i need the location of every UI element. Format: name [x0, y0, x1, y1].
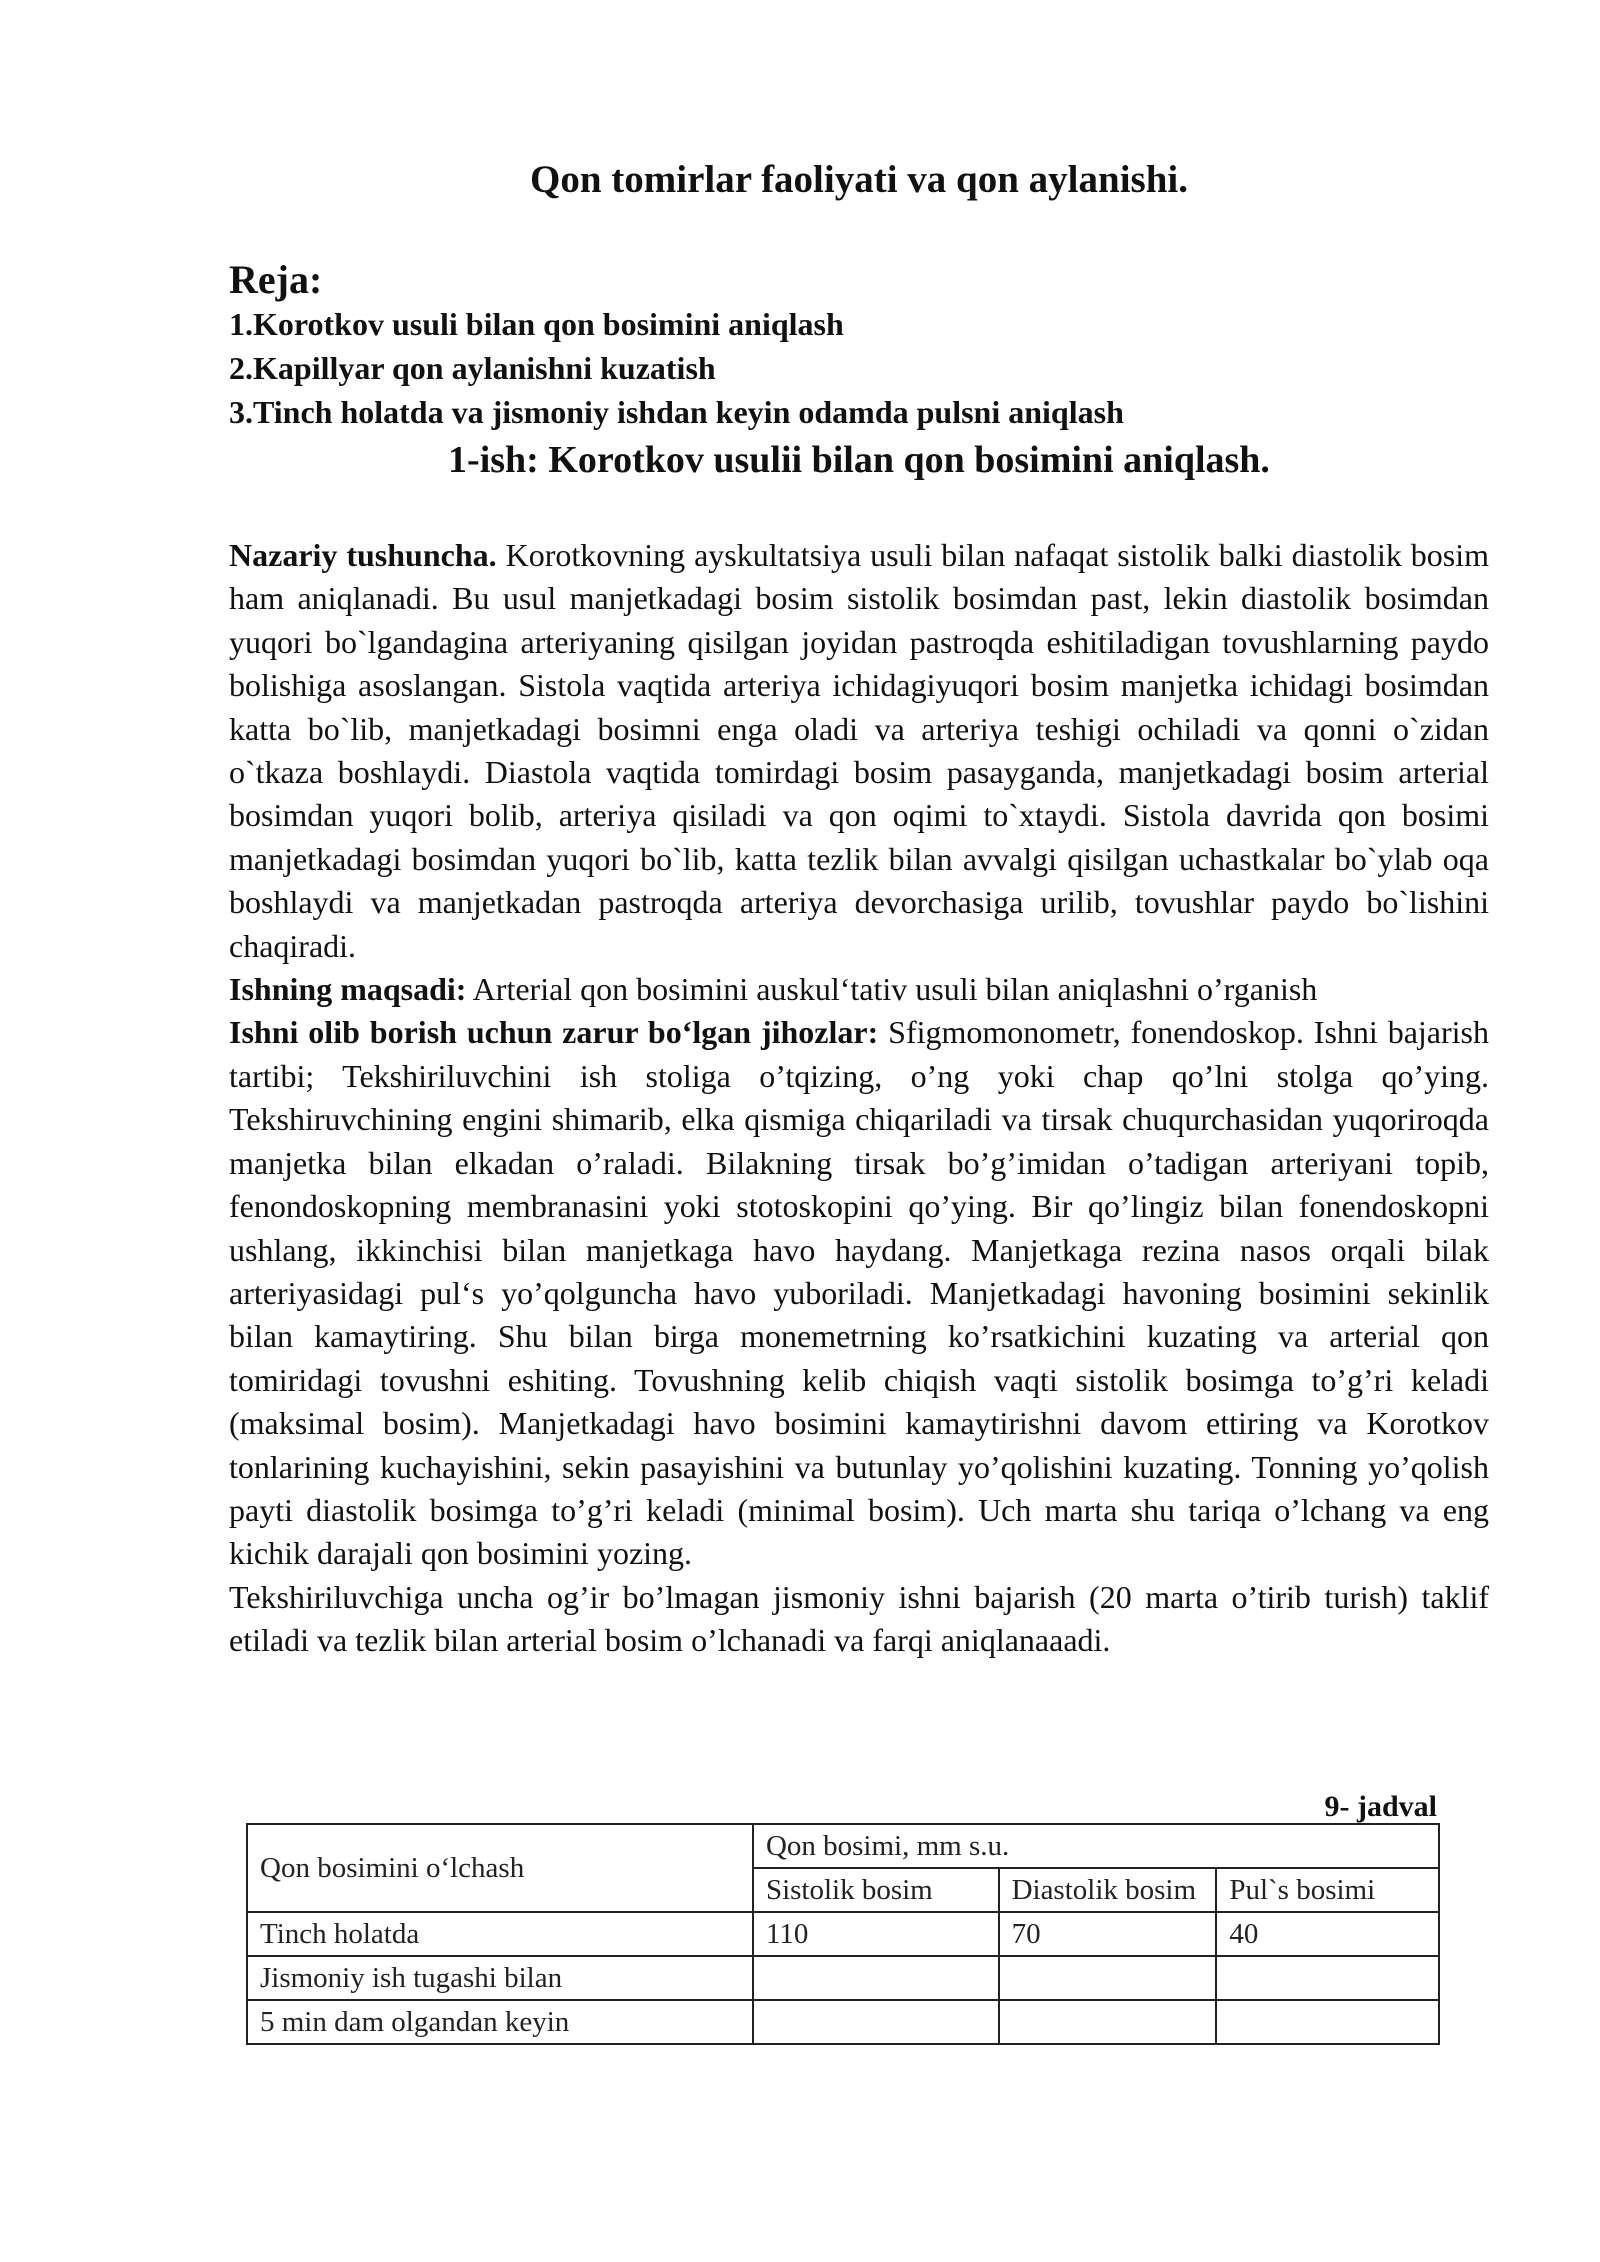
table-cell: 110	[753, 1912, 999, 1956]
blood-pressure-table	[246, 1823, 1440, 2045]
group-header-cell: Qon bosimi, mm s.u.	[753, 1824, 1439, 1868]
plan-heading: Reja:	[229, 257, 323, 302]
plan-item: 3.Tinch holatda va jismoniy ishdan keyin odamda pulsni aniqlash	[229, 394, 1124, 430]
final-paragraph: Tekshiriluvchiga uncha og’ir bo’lmagan jismoniy ishni bajarish (20 marta o’tirib turish) taklif etiladi va tezlik bilan arterial bosim o’lchanadi va farqi aniqlanaaadi.	[229, 1578, 1489, 1659]
plan-item: 1.Korotkov usuli bilan qon bosimini aniqlash	[229, 306, 844, 342]
row-label: Tinch holatda	[247, 1912, 753, 1956]
table-cell	[999, 2000, 1217, 2044]
row-label: 5 min dam olgandan keyin	[247, 2000, 753, 2044]
equipment-paragraph	[229, 1011, 1489, 1575]
table-caption: 9- jadval	[1324, 1790, 1437, 1823]
plan-list	[229, 302, 1124, 434]
equipment-label: Ishni olib borish uchun zarur bo‘lgan jihozlar:	[229, 1014, 879, 1051]
row-label: Jismoniy ish tugashi bilan	[247, 1956, 753, 2000]
table-cell	[1216, 2000, 1439, 2044]
theory-paragraph	[229, 534, 1489, 968]
measurement-header-cell: Qon bosimini o‘lchash	[247, 1824, 753, 1912]
goal-label: Ishning maqsadi:	[229, 971, 467, 1008]
column-header: Diastolik bosim	[999, 1868, 1217, 1912]
theory-label: Nazariy tushuncha.	[229, 537, 497, 573]
equipment-text: Sfigmomonometr, fonendoskop. Ishni bajarish tartibi; Tekshiriluvchini ish stoliga o’tqizing, o’ng yoki chap qo’lni stolga qo’ying. Tekshiruvchining engini shimarib, elka qismiga chiqariladi va tirsak chuqurchasidan yuqoriroqda manjetka bilan elkadan o’raladi. Bilakning tirsak bo’g’imidan o’tadigan arteriyani topib, fenondoskopning membranasini yoki stotoskopini qo’ying. Bir qo’lingiz bilan fonendoskopni ushlang, ikkinchisi bilan manjetkaga havo haydang. Manjetkaga rezina nasos orqali bilak arteriyasidagi pul‘s yo’qolguncha havo yuboriladi. Manjetkadagi havoning bosimini sekinlik bilan kamaytiring. Shu bilan birga monemetrning ko’rsatkichini kuzating va arterial qon tomiridagi tovushni eshiting. Tovushning kelib chiqish vaqti sistolik bosimga to’g’ri keladi (maksimal bosim). Manjetkadagi havo bosimini kamaytirishni davom ettiring va Korotkov tonlarining kuchayishini, sekin pasayishini va butunlay yo’qolishini kuzating. Tonning yo’qolish payti diastolik bosimga to’g’ri keladi (minimal bosim). Uch marta shu tariqa o’lchang va eng kichik darajali qon bosimini yozing.	[229, 1014, 1489, 1572]
table-row	[247, 1956, 1439, 2000]
table-cell	[753, 2000, 999, 2044]
table-row	[247, 1912, 1439, 1956]
column-header: Pul`s bosimi	[1216, 1868, 1439, 1912]
plan-item: 2.Kapillyar qon aylanishni kuzatish	[229, 350, 716, 386]
table-cell	[1216, 1956, 1439, 2000]
table-cell	[753, 1956, 999, 2000]
table-cell: 70	[999, 1912, 1217, 1956]
body-text	[229, 534, 1489, 1663]
section-title: 1-ish: Korotkov usulii bilan qon bosimini aniqlash.	[448, 439, 1270, 481]
document-title: Qon tomirlar faoliyati va qon aylanishi.	[529, 158, 1188, 201]
goal-text: Arterial qon bosimini auskul‘tativ usuli bilan aniqlashni o’rganish	[466, 971, 1318, 1008]
table-cell	[999, 1956, 1217, 2000]
table-row	[247, 2000, 1439, 2044]
goal-paragraph	[229, 968, 1489, 1011]
column-header: Sistolik bosim	[753, 1868, 999, 1912]
table-header-row	[247, 1824, 1439, 1868]
theory-text: Korotkovning ayskultatsiya usuli bilan nafaqat sistolik balki diastolik bosim ham aniqlanadi. Bu usul manjetkadagi bosim sistolik bosimdan past, lekin diastolik bosimdan yuqori bo`lgandagina arteriyaning qisilgan joyidan pastroqda eshitiladigan tovushlarning paydo bolishiga asoslangan. Sistola vaqtida arteriya ichidagiyuqori bosim manjetka ichidagi bosimdan katta bo`lib, manjetkadagi bosimni enga oladi va arteriya teshigi ochiladi va qonni o`zidan o`tkaza boshlaydi. Diastola vaqtida tomirdagi bosim pasayganda, manjetkadagi bosim arterial bosimdan yuqori bolib, arteriya qisiladi va qon oqimi to`xtaydi. Sistola davrida qon bosimi manjetkadagi bosimdan yuqori bo`lib, katta tezlik bilan avvalgi qisilgan uchastkalar bo`ylab oqa boshlaydi va manjetkadan pastroqda arteriya devorchasiga urilib, tovushlar paydo bo`lishini chaqiradi.	[229, 537, 1490, 964]
table-cell: 40	[1216, 1912, 1439, 1956]
